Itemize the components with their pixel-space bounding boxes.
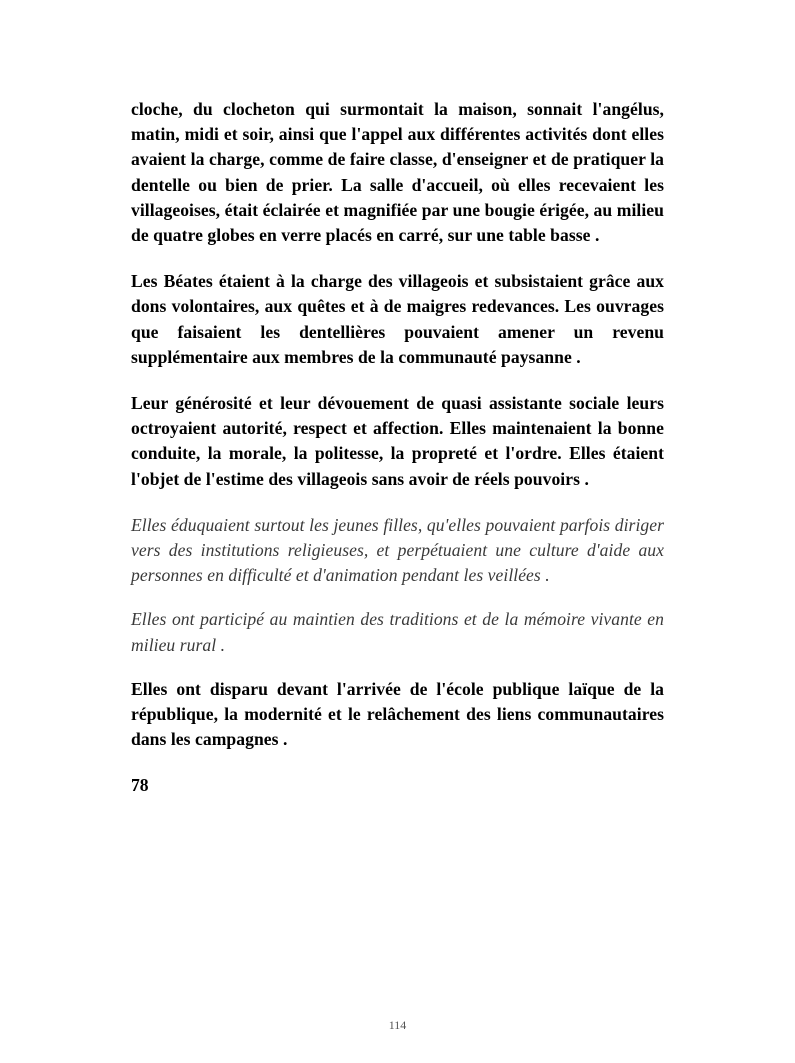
paragraph-4: Elles éduquaient surtout les jeunes filles, qu'elles pouvaient parfois diriger vers des institutions religieuses, et perpétuaient une culture d'aide aux personnes en difficulté et d'animation pendant les veillées . (131, 514, 664, 586)
paragraph-5: Elles ont participé au maintien des traditions et de la mémoire vivante en milieu rural . (131, 609, 664, 655)
page-body (131, 97, 664, 798)
paragraph-6: Elles ont disparu devant l'arrivée de l'école publique laïque de la république, la modernité et le relâchement des liens communautaires dans les campagnes . (131, 678, 664, 750)
paragraph-3: Leur générosité et leur dévouement de quasi assistante sociale leurs octroyaient autorité, respect et affection. Elles maintenaient la bonne conduite, la morale, la politesse, la propreté et l'ordre. Elles étaient l'objet de l'estime des villageois sans avoir de réels pouvoirs . (131, 393, 664, 489)
paragraph-2: Les Béates étaient à la charge des villageois et subsistaient grâce aux dons volontaires, aux quêtes et à de maigres redevances. Les ouvrages que faisaient les dentellières pouvaient amener un revenu supplémentaire aux membres de la communauté paysanne . (131, 271, 664, 367)
paragraph-1: cloche, du clocheton qui surmontait la maison, sonnait l'angélus, matin, midi et soir, ainsi que l'appel aux différentes activités dont elles avaient la charge, comme de faire classe, d'enseigner et de pratiquer la dentelle ou bien de prier. La salle d'accueil, où elles recevaient les villageoises, était éclairée et magnifiée par une bougie érigée, au milieu de quatre globes en verre placés en carré, sur une table basse . (131, 99, 664, 246)
page-number: 114 (388, 1018, 407, 1032)
section-number: 78 (131, 775, 149, 796)
